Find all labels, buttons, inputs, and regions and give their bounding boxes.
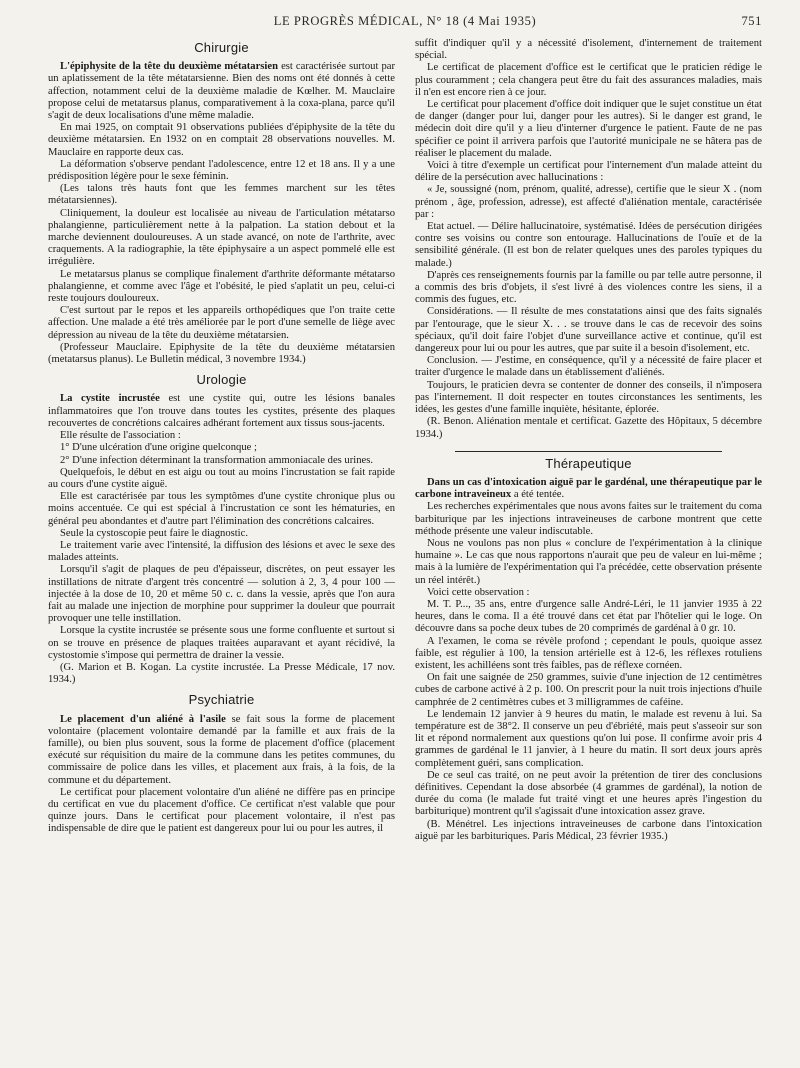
section-divider (455, 451, 722, 452)
paragraph: Cliniquement, la douleur est localisée au niveau de l'articulation métatarso phalangienne, particulièrement nette à la palpation. La station debout et la marche deviennent douloureuses. A un stade avancé, on note de l'arthrite, avec craquements. A la radiographie, la tête épiphysaire a un aspect pommelé elle est irrégulière. (48, 207, 395, 268)
paragraph: D'après ces renseignements fournis par la famille ou par telle autre personne, il a commis des bris d'objets, il s'est livré à des violences contre les siens, il a commis des fugues, etc. (415, 269, 762, 306)
paragraph: M. T. P..., 35 ans, entre d'urgence salle André-Léri, le 11 janvier 1935 à 22 heures, dans le coma. Il a été trouvé dans cet état par l'hôtelier qui le loge. On découvre dans sa poche deux tubes de 20 comprimés de gardénal à 0 gr. 10. (415, 598, 762, 635)
paragraph: « Je, soussigné (nom, prénom, qualité, adresse), certifie que le sieur X . (nom prénom , âge, profession, adresse), est affecté d'aliénation mentale, caractérisée par : (415, 184, 762, 220)
paragraph: Le lendemain 12 janvier à 9 heures du matin, le malade est revenu à lui. Sa température est de 38°2. Il conserve un peu d'ébriété, mais peut s'asseoir sur son lit et répond normalement aux questions qu'on lui pose. Il confirme avoir pris 4 grammes de gardénal le 11 janvier, à 1 heure du matin. Il sort deux jours après complètement guéri, sans complication. (415, 708, 762, 769)
paragraph: Le certificat pour placement volontaire d'un aliéné ne diffère pas en principe du certificat en vue du placement d'office. Ce certificat n'est valable que pour quinze jours. Dans le certificat pour placement volontaire, il n'est pas indispensable de dire que le patient est dangereux pour lui ou pour les autres, il (48, 786, 395, 835)
lead-phrase: Dans un cas d'intoxication aiguë par le gardénal, une thérapeutique par le carbone intraveineux (415, 476, 762, 501)
paragraph (48, 714, 395, 787)
journal-title: LE PROGRÈS MÉDICAL, N° 18 (4 Mai 1935) (273, 14, 537, 28)
running-head (48, 10, 762, 32)
paragraph: Conclusion. — J'estime, en conséquence, qu'il y a nécessité de faire placer et traiter d'urgence le malade dans un établissement d'aliénés. (415, 355, 762, 379)
two-column-body (48, 38, 762, 843)
reference: (R. Benon. Aliénation mentale et certificat. Gazette des Hôpitaux, 5 décembre 1934.) (415, 416, 762, 440)
paragraph: A l'examen, le coma se révèle profond ; cependant le pouls, quoique assez faible, est régulier à 100, la tension artérielle est à 12-6, les réflexes rotuliens existent, les achilléens sont très faibles, pas de réflexe cornéen. (415, 635, 762, 671)
paragraph (48, 61, 395, 122)
reference: (Professeur Mauclaire. Epiphysite de la tête du deuxième métatarsien (metatarsus planus). Le Bulletin médical, 3 novembre 1934.) (48, 341, 395, 366)
paragraph: Elle résulte de l'association : (60, 430, 181, 442)
paragraph: Quelquefois, le début en est aigu ou tout au moins l'incrustation se fait rapide au cours d'une cystite aiguë. (48, 466, 395, 490)
reference: (B. Ménétrel. Les injections intraveineuses de carbone dans l'intoxication aiguë par les barbituriques. Paris Médical, 23 février 1935.) (415, 818, 762, 842)
section-title-urologie: Urologie (196, 372, 247, 388)
paragraph-text: est une cystite qui, outre les lésions banales inflammatoires que l'on trouve dans toutes les cystites, présente des plaques recouvertes de concrétions calcaires adhérant fortement aux tissus sous-jacents. (48, 393, 395, 429)
paragraph: Le metatarsus planus se complique finalement d'arthrite déformante métatarso phalangienne, et comme avec l'âge et l'obésité, le pied s'aplatit un peu, celui-ci reste toujours douloureux. (48, 268, 395, 305)
paragraph: C'est surtout par le repos et les appareils orthopédiques que l'on traite cette affection. Une malade a été très améliorée par le port d'une semelle de liège avec dépression au niveau de la tête du deuxième métatarsien. (48, 305, 395, 341)
lead-phrase: La cystite incrustée (60, 393, 160, 405)
paragraph (415, 477, 762, 501)
paragraph: Lorsqu'il s'agit de plaques de peu d'épaisseur, discrètes, on peut essayer les instillations de nitrate d'argent très concentré — solution à 2, 3, 4 pour 100 — injectée à la dose de 10, 20 et même 50 c. c. dans la vessie, après que l'on aura fait au malade une injection de morphine pour supprimer la douleur que pourrait provoquer une telle instillation. (48, 564, 395, 625)
paragraph-text: se fait sous la forme de placement volontaire (placement volontaire demandé par la famille et aux frais de la famille), ou bien plus souvent, sous la forme de placement d'office (placement exécuté sur réquisition du maire de la commune dans les petites communes, du commissaire de police dans les villes, et placement aux frais, à la fois, de la commune et du département. (48, 713, 395, 786)
paragraph: En mai 1925, on comptait 91 observations publiées d'épiphysite de la tête du deuxième métatarsien. En 1932 on en comptait 28 observations nouvelles. M. Mauclaire en rapporte deux cas. (48, 122, 395, 158)
section-title-therapeutique: Thérapeutique (545, 455, 632, 471)
paragraph: Voici à titre d'exemple un certificat pour l'internement d'un malade atteint du délire de la persécution avec hallucinations : (415, 160, 762, 184)
paragraph: Considérations. — Il résulte de mes constatations ainsi que des faits signalés par l'entourage, que le sieur X. . . se trouve dans le cas de recevoir des soins spéciaux, qu'il doit faire l'objet d'une surveillance active et continue, qu'il est dangereux pour lui ou pour les autres, que par suite il a besoin d'isolement, etc. (415, 306, 762, 355)
paragraph: Etat actuel. — Délire hallucinatoire, systématisé. Idées de persécution dirigées contre ses voisins ou contre son entourage. Hallucinations de l'ouïe et de la sensibilité générale. (Il est bon de relater quelques unes des paroles typiques du malade.) (415, 221, 762, 269)
paragraph: La déformation s'observe pendant l'adolescence, entre 12 et 18 ans. Il y a une prédisposition légère pour le sexe féminin. (48, 158, 395, 183)
paragraph: Le certificat pour placement d'office doit indiquer que le sujet constitue un état de danger (danger pour lui, danger pour les autres). Si le danger est grand, le médecin doit dire qu'il y a lieu d'interner d'urgence le patient. Faute de ne pas spécifier ce point il arrivera parfois que l'autorité municipale ne se hâtera pas de réaliser le placement du malade. (415, 99, 762, 159)
lead-phrase: Le placement d'un aliéné à l'asile (60, 713, 226, 725)
right-column (415, 38, 762, 843)
paragraph: Seule la cystoscopie peut faire le diagnostic. (60, 527, 248, 539)
paragraph: 2° D'une infection déterminant la transformation ammoniacale des urines. (60, 454, 373, 466)
paragraph: Voici cette observation : (427, 586, 530, 598)
page-number: 751 (741, 14, 762, 28)
paragraph: Le traitement varie avec l'intensité, la diffusion des lésions et avec le sexe des malades atteints. (48, 539, 395, 564)
paragraph (48, 393, 395, 430)
paragraph-text: a été tentée. (511, 489, 565, 501)
paragraph: On fait une saignée de 250 grammes, suivie d'une injection de 12 centimètres cubes de carbone activé à 2 p. 100. On prescrit pour la nuit trois injections d'huile camphrée de 2 centimètres cubes et 3 milligrammes de caféine. (415, 672, 762, 708)
paragraph: Les recherches expérimentales que nous avons faites sur le traitement du coma barbiturique par les injections intraveineuses de carbone montrent que cette méthode présente une valeur indiscutable. (415, 501, 762, 537)
paragraph: Toujours, le praticien devra se contenter de donner des conseils, il n'imposera pas l'internement. Il doit respecter en toutes circonstances les sentiments, les idées, les gestes d'une famille inquiète, hésitante, éplorée. (415, 379, 762, 416)
paragraph: Nous ne voulons pas non plus « conclure de l'expérimentation à la clinique humaine ». Le cas que nous rapportons n'aurait que peu de valeur en lui-même ; mais à la lumière de l'expérimentation qui l'a précédée, cette observation présente un réel intérêt.) (415, 537, 762, 586)
paragraph: suffit d'indiquer qu'il y a nécessité d'isolement, d'internement de traitement spécial. (415, 38, 762, 62)
section-title-chirurgie: Chirurgie (194, 40, 249, 55)
paragraph: De ce seul cas traité, on ne peut avoir la prétention de tirer des conclusions définitives. Cependant la dose absorbée (4 grammes de gardénal), la notion de durée du coma (le malade fut traité vingt et une heures après l'ingestion du barbiturique) montrent qu'il s'agissait d'une intoxication assez grave. (415, 769, 762, 818)
paragraph: Le certificat de placement d'office est le certificat que le praticien rédige le plus couramment ; cela changera peut être du fait des assurances maladies, mais il n'en est encore rien à ce jour. (415, 62, 762, 98)
paragraph: Lorsque la cystite incrustée se présente sous une forme confluente et surtout si on se trouve en présence de plaques traitées auparavant et ayant récidivé, la cystostomie s'impose qui permettra de drainer la vessie. (48, 625, 395, 661)
section-title-psychiatrie: Psychiatrie (188, 692, 255, 708)
paragraph: Elle est caractérisée par tous les symptômes d'une cystite chronique plus ou moins accentuée. Ce qui est spécial à l'incrustation ce sont les hématuries, en général peu abondantes et d'autre part l'élimination des concrétions calcaires. (48, 491, 395, 527)
paragraph: (Les talons très hauts font que les femmes marchent sur les têtes métatarsiennes). (48, 183, 395, 207)
paragraph-text: est caractérisée surtout par un aplatissement de la tête métatarsienne. Bien des noms ont été donnés à cette affection, notamment celui de la deuxième maladie de Kœlher. M. Mauclaire propose celui de metatarsus planus, comparativement à la coxa-plana, parce qu'il s'agit de deux localisations d'une même maladie. (48, 61, 396, 122)
lead-phrase: L'épiphysite de la tête du deuxième métatarsien (60, 61, 278, 73)
paragraph: 1° D'une ulcération d'une origine quelconque ; (60, 442, 257, 454)
left-column (48, 38, 395, 843)
reference: (G. Marion et B. Kogan. La cystite incrustée. La Presse Médicale, 17 nov. 1934.) (48, 661, 395, 686)
